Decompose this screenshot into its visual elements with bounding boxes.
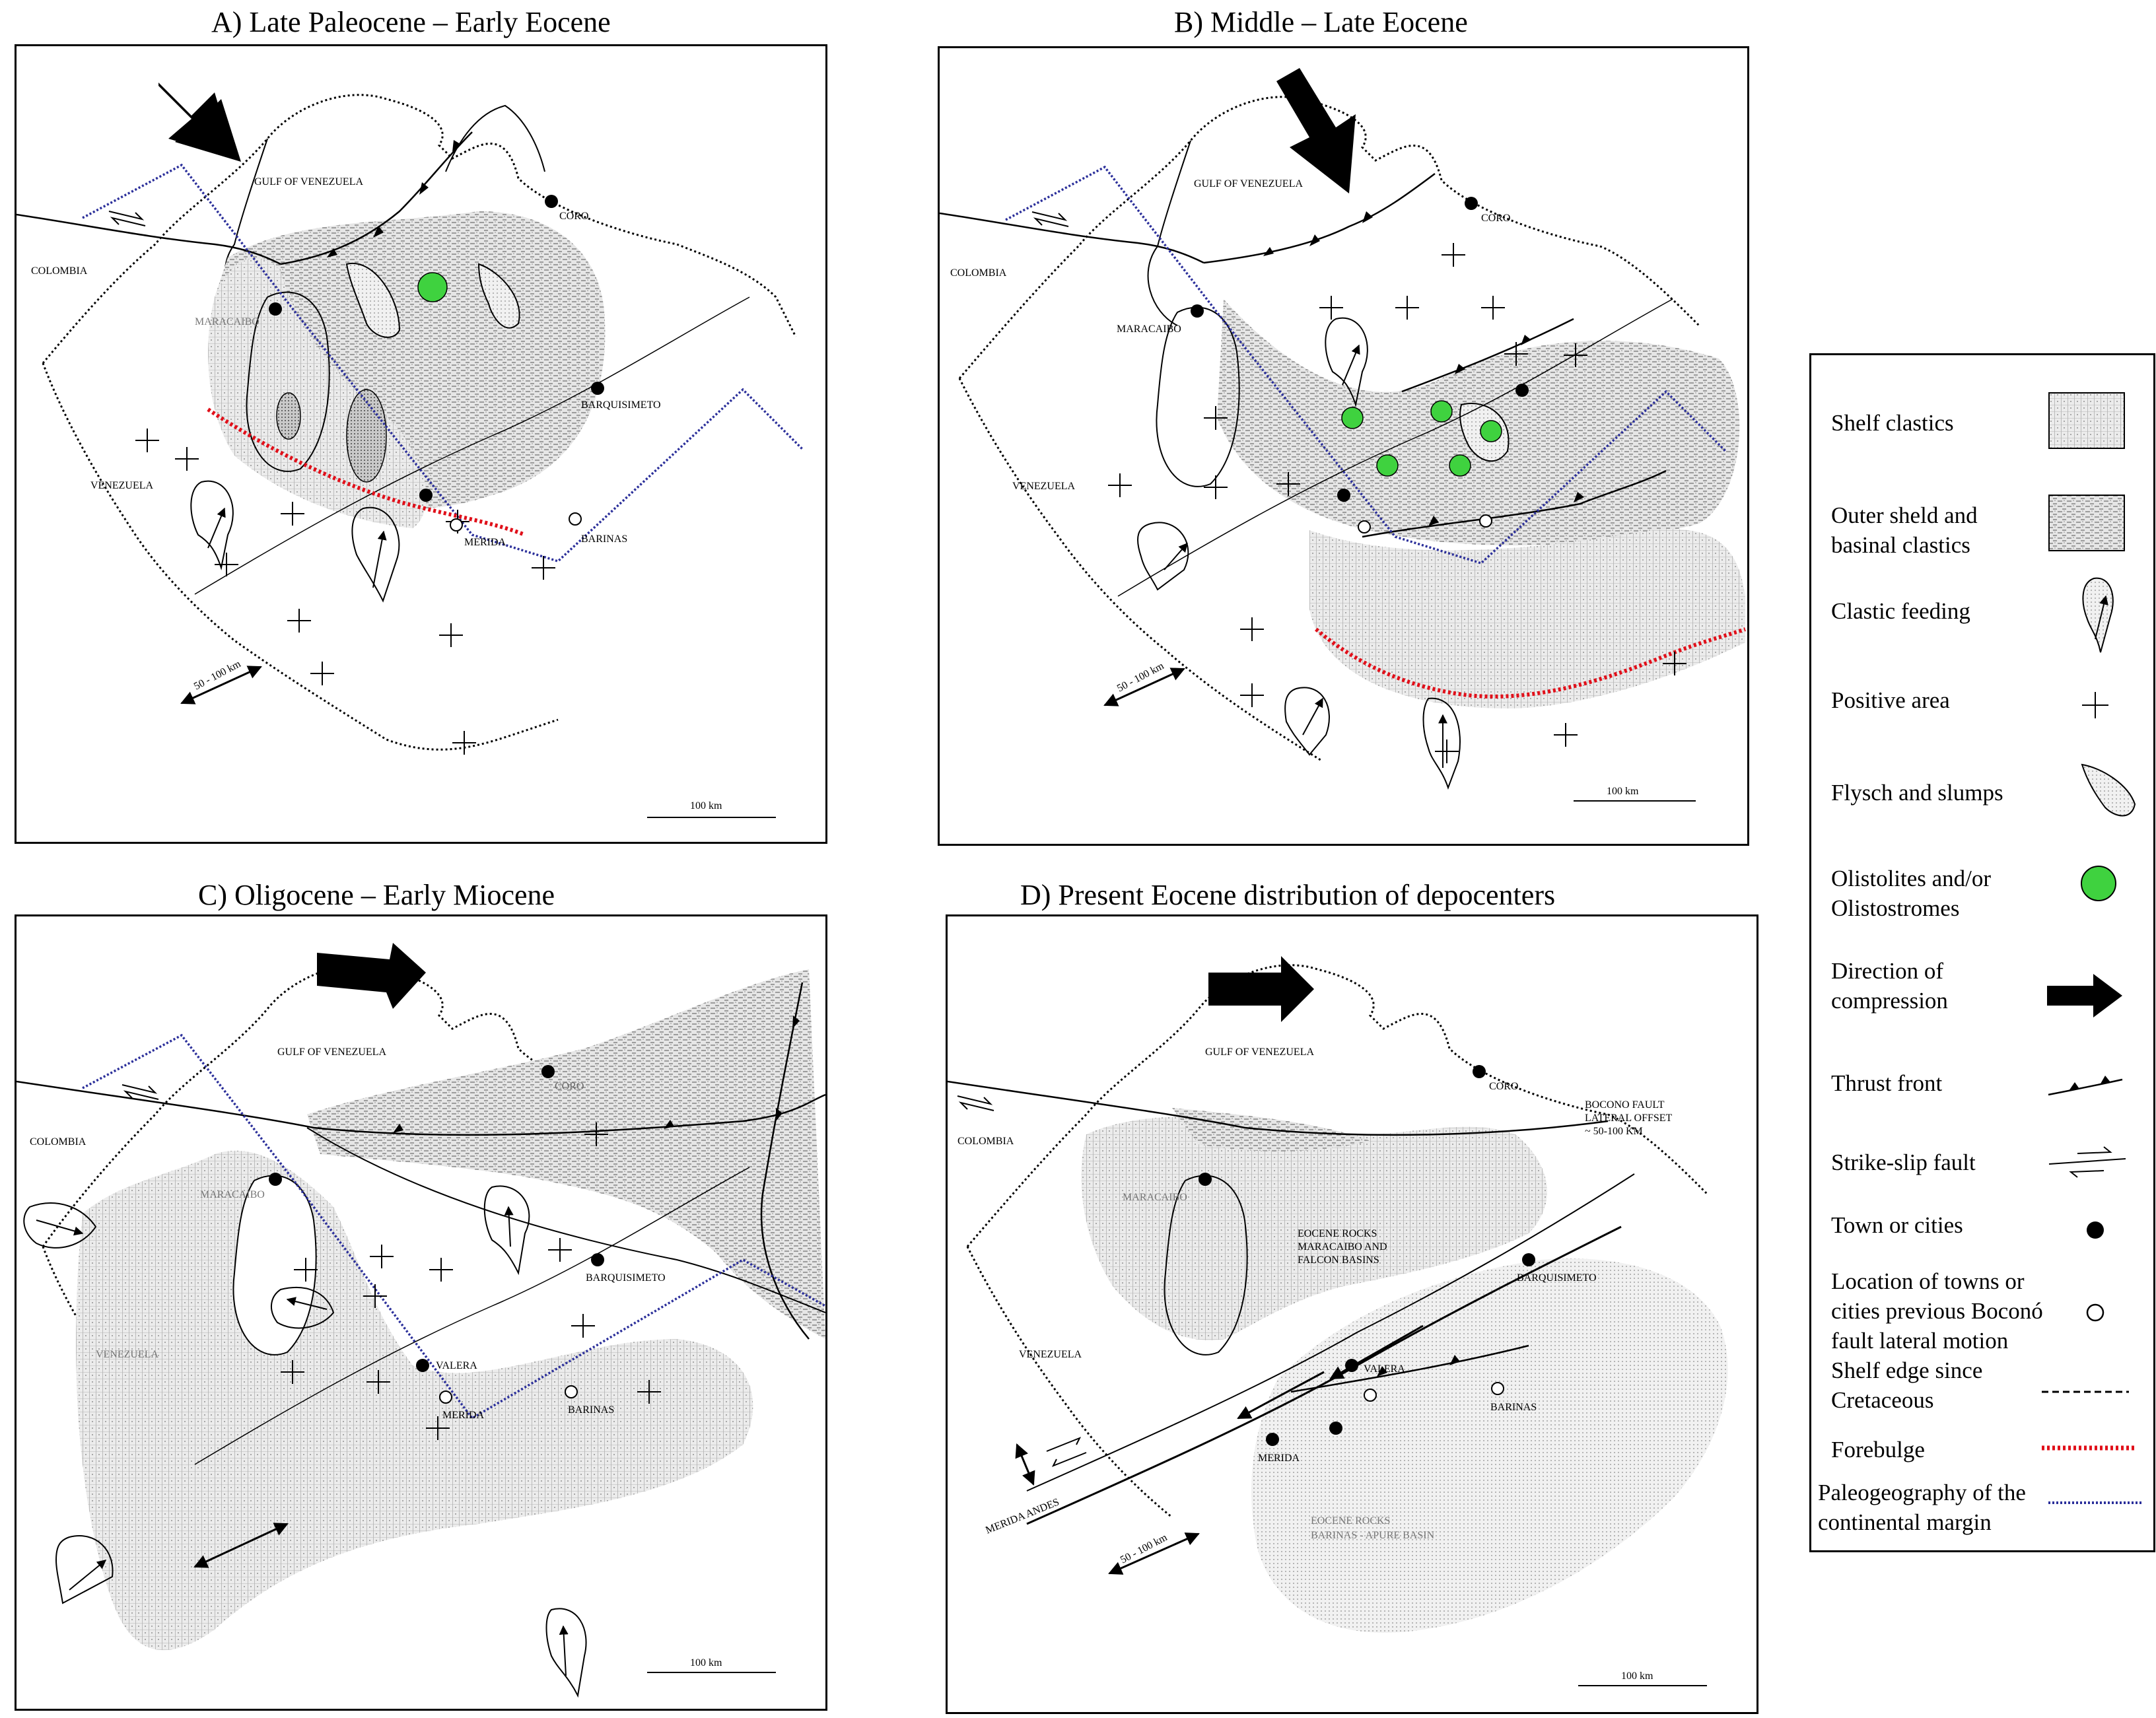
label-gulf: GULF OF VENEZUELA bbox=[1205, 1047, 1315, 1058]
label-eocene-2: MARACAIBO AND bbox=[1298, 1241, 1387, 1253]
previous-town-circle-icon bbox=[2082, 1299, 2108, 1326]
label-scale: 100 km bbox=[1607, 786, 1639, 797]
label-gulf: GULF OF VENEZUELA bbox=[277, 1047, 387, 1058]
clastic-feeding-5 bbox=[547, 1608, 586, 1696]
town-coro bbox=[545, 195, 558, 208]
flysch-slumps-icon bbox=[2075, 758, 2141, 824]
town-barquisimeto bbox=[591, 382, 604, 395]
label-coro: CORO bbox=[555, 1081, 584, 1092]
label-maracaibo: MARACAIBO bbox=[200, 1189, 265, 1200]
clastic-feeding-3 bbox=[1285, 687, 1329, 755]
label-colombia: COLOMBIA bbox=[30, 1136, 87, 1148]
panel-a-title: A) Late Paleocene – Early Eocene bbox=[211, 6, 611, 38]
compression-arrow-icon bbox=[2046, 973, 2125, 1019]
legend-positive-area-label: Positive area bbox=[1831, 687, 1950, 713]
legend-shelf-clastics-label: Shelf clastics bbox=[1831, 410, 1954, 436]
clastic-feeding-icon bbox=[2074, 573, 2120, 659]
label-offset: 50 - 100 km bbox=[1118, 1532, 1169, 1566]
label-bocono-1: BOCONO FAULT bbox=[1585, 1099, 1665, 1111]
olistolite-2 bbox=[1431, 401, 1452, 422]
olistolite-icon bbox=[2079, 864, 2118, 903]
paleomargin-dotted-icon bbox=[2046, 1496, 2145, 1509]
olistolite-4 bbox=[1377, 455, 1398, 476]
label-valera: VALERA bbox=[436, 1360, 477, 1371]
label-colombia: COLOMBIA bbox=[957, 1136, 1014, 1147]
outer-clastics-area bbox=[307, 969, 825, 1339]
label-basin-1: EOCENE ROCKS bbox=[1311, 1515, 1391, 1527]
town-barquisimeto bbox=[1515, 384, 1529, 397]
olistolite-5 bbox=[1449, 455, 1471, 476]
previous-town-merida bbox=[440, 1391, 452, 1403]
olistolite-1 bbox=[1342, 407, 1363, 429]
town-maracaibo bbox=[1191, 304, 1204, 318]
shelf-edge-dashed-icon bbox=[2039, 1385, 2132, 1398]
strike-slip-fault-icon bbox=[2048, 1144, 2127, 1181]
strike-slip-symbol bbox=[1032, 212, 1068, 226]
town-coro bbox=[541, 1065, 555, 1078]
legend-forebulge-label: Forebulge bbox=[1831, 1437, 1925, 1462]
forebulge-dotted-icon bbox=[2039, 1441, 2138, 1455]
label-barinas: BARINAS bbox=[581, 533, 628, 545]
legend-strike-slip-label: Strike-slip fault bbox=[1831, 1150, 1976, 1175]
town-barinas bbox=[1329, 1422, 1342, 1435]
label-venezuela: VENEZUELA bbox=[90, 480, 154, 491]
previous-town-barinas bbox=[1492, 1383, 1504, 1394]
label-venezuela: VENEZUELA bbox=[1019, 1349, 1082, 1360]
town-coro bbox=[1465, 197, 1478, 210]
legend-clastic-feeding-label: Clastic feeding bbox=[1831, 598, 1970, 624]
town-dot-icon bbox=[2082, 1217, 2108, 1243]
shelf-clastics-swatch bbox=[2048, 392, 2127, 451]
town-barquisimeto bbox=[591, 1253, 604, 1266]
clastic-feeding-2 bbox=[485, 1186, 530, 1273]
positive-area-icon bbox=[2079, 689, 2112, 722]
previous-town-valera bbox=[1364, 1389, 1376, 1401]
label-maracaibo: MARACAIBO bbox=[195, 316, 260, 327]
legend bbox=[1809, 353, 2155, 1552]
legend-shelf-edge-label: Shelf edge since Cretaceous bbox=[1831, 1357, 1983, 1413]
panel-d-title: D) Present Eocene distribution of depocenters bbox=[1020, 879, 1556, 911]
label-barquisimeto: BARQUISIMETO bbox=[581, 399, 661, 411]
town-merida bbox=[1266, 1433, 1279, 1446]
panel-c-title: C) Oligocene – Early Miocene bbox=[198, 879, 555, 911]
town-valera bbox=[1345, 1359, 1358, 1372]
label-bocono-3: ~ 50-100 KM bbox=[1585, 1126, 1643, 1137]
label-colombia: COLOMBIA bbox=[950, 267, 1007, 279]
dense-body-2 bbox=[277, 393, 300, 439]
compression-arrow bbox=[1276, 68, 1356, 193]
label-merida: MERIDA bbox=[1258, 1453, 1300, 1464]
legend-thrust-front-label: Thrust front bbox=[1831, 1070, 1943, 1096]
label-scale: 100 km bbox=[1621, 1670, 1653, 1682]
panel-d-map bbox=[946, 914, 1758, 1714]
clastic-feeding-4 bbox=[1424, 699, 1461, 788]
label-coro: CORO bbox=[1481, 213, 1511, 224]
town-valera bbox=[416, 1359, 429, 1372]
legend-paleomargin-label: Paleogeography of the continental margin bbox=[1818, 1480, 2026, 1535]
label-eocene-1: EOCENE ROCKS bbox=[1298, 1228, 1377, 1239]
label-barinas: BARINAS bbox=[568, 1404, 615, 1416]
previous-town-barinas bbox=[565, 1386, 577, 1398]
previous-town-merida bbox=[1358, 521, 1370, 533]
label-barquisimeto: BARQUISIMETO bbox=[586, 1272, 666, 1284]
town-barquisimeto bbox=[1522, 1253, 1535, 1266]
label-venezuela: VENEZUELA bbox=[96, 1349, 159, 1360]
strike-slip-symbol bbox=[957, 1096, 1086, 1466]
label-gulf: GULF OF VENEZUELA bbox=[254, 176, 364, 188]
label-gulf: GULF OF VENEZUELA bbox=[1194, 178, 1304, 189]
label-venezuela: VENEZUELA bbox=[1012, 481, 1076, 492]
town-maracaibo bbox=[269, 302, 282, 316]
town-valera bbox=[419, 489, 433, 502]
town-valera bbox=[1337, 489, 1350, 502]
previous-town-barinas bbox=[1480, 515, 1492, 527]
label-andes: MERIDA ANDES bbox=[984, 1496, 1061, 1536]
label-bocono-2: LATERAL OFFSET bbox=[1585, 1113, 1673, 1124]
shelf-clastics-area bbox=[76, 1151, 753, 1650]
legend-outer-basinal-label: Outer sheld and basinal clastics bbox=[1831, 502, 1978, 558]
town-coro bbox=[1473, 1065, 1486, 1078]
previous-town-merida bbox=[450, 519, 462, 531]
thrust-front-icon bbox=[2046, 1065, 2125, 1105]
label-coro: CORO bbox=[1489, 1081, 1519, 1092]
outer-basinal-clastics-swatch bbox=[2048, 494, 2127, 553]
town-maracaibo bbox=[269, 1173, 282, 1186]
label-basin-2: BARINAS - APURE BASIN bbox=[1311, 1530, 1435, 1541]
shelf-clastics-area bbox=[1309, 529, 1745, 708]
label-barquisimeto: BARQUISIMETO bbox=[1517, 1272, 1597, 1284]
legend-town-label: Town or cities bbox=[1831, 1212, 1963, 1238]
compression-arrow bbox=[317, 943, 426, 1009]
panel-b-map bbox=[938, 46, 1749, 846]
label-merida: MERIDA bbox=[442, 1410, 485, 1421]
legend-flysch-label: Flysch and slumps bbox=[1831, 780, 2003, 806]
panel-c-map bbox=[15, 914, 827, 1711]
label-coro: CORO bbox=[559, 211, 589, 222]
label-barinas: BARINAS bbox=[1490, 1402, 1537, 1413]
label-offset: 50 - 100 km bbox=[191, 658, 243, 693]
label-maracaibo: MARACAIBO bbox=[1123, 1192, 1187, 1203]
strike-slip-symbol bbox=[109, 211, 145, 226]
label-maracaibo: MARACAIBO bbox=[1117, 324, 1181, 335]
olistolite-3 bbox=[1480, 421, 1502, 442]
olistolite-1 bbox=[418, 273, 447, 302]
previous-town-barinas bbox=[569, 513, 581, 525]
panel-a-map bbox=[15, 44, 827, 844]
legend-olistolites-label: Olistolites and/or Olistostromes bbox=[1831, 866, 1992, 921]
label-eocene-3: FALCON BASINS bbox=[1298, 1254, 1379, 1266]
eocene-barinas-apure-area bbox=[1251, 1258, 1728, 1633]
label-scale: 100 km bbox=[690, 1657, 722, 1668]
legend-previous-town-label: Location of towns or cities previous Boconó fault lateral motion bbox=[1831, 1268, 2043, 1354]
label-scale: 100 km bbox=[690, 800, 722, 811]
label-offset: 50 - 100 km bbox=[1115, 660, 1166, 695]
label-colombia: COLOMBIA bbox=[31, 265, 88, 277]
label-valera: VALERA bbox=[1364, 1363, 1405, 1375]
panel-b-title: B) Middle – Late Eocene bbox=[1174, 6, 1468, 38]
label-merida: MERIDA bbox=[464, 537, 506, 548]
legend-compression-label: Direction of compression bbox=[1831, 958, 1948, 1014]
town-maracaibo bbox=[1199, 1173, 1212, 1186]
